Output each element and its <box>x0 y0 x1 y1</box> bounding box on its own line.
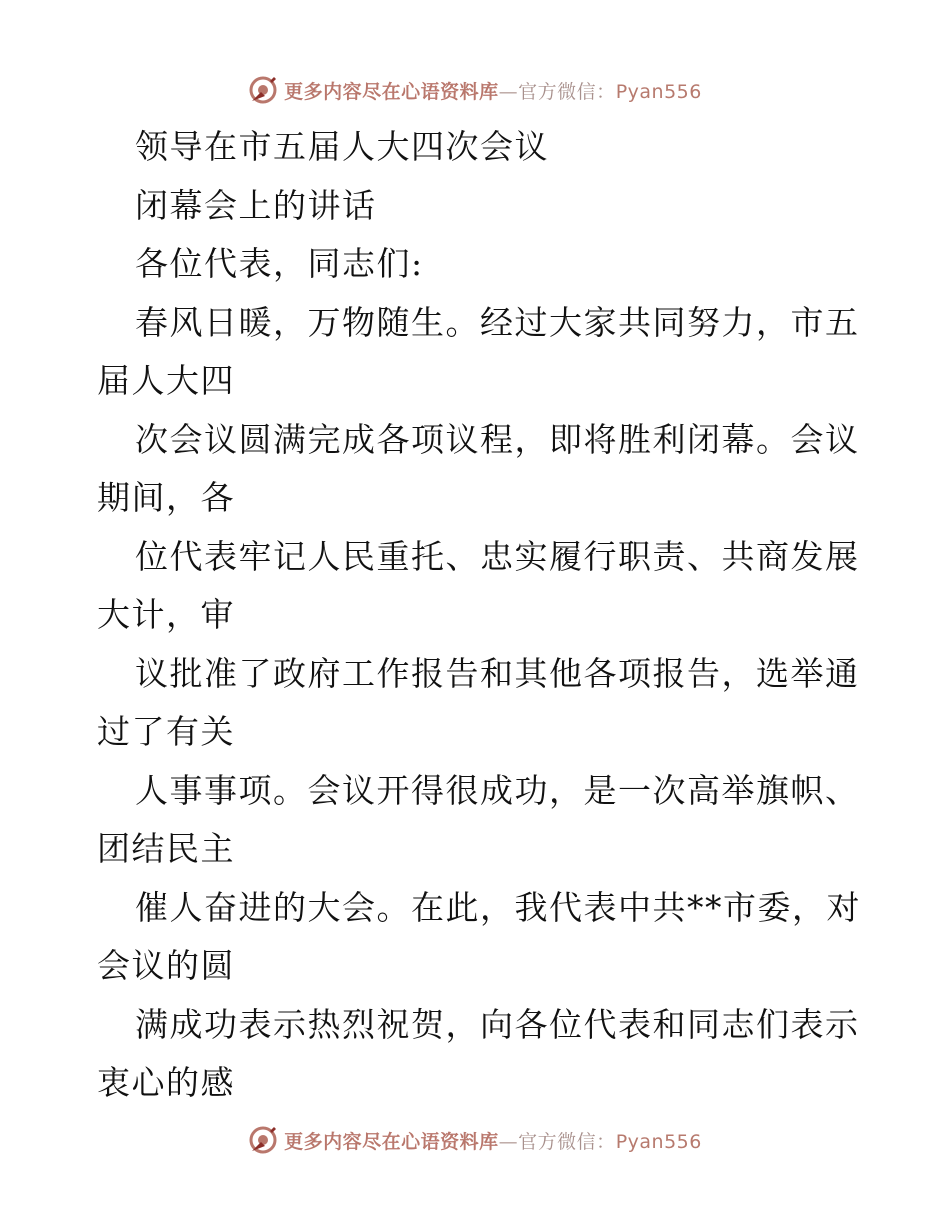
doc-line: 位代表牢记人民重托、忠实履行职责、共商发展 <box>135 536 860 576</box>
doc-line: 次会议圆满完成各项议程，即将胜利闭幕。会议 <box>135 419 860 459</box>
footer-watermark <box>0 1120 950 1160</box>
header-watermark <box>0 70 950 110</box>
doc-line: 团结民主 <box>97 829 235 868</box>
watermark-dash: — <box>498 1130 519 1153</box>
watermark-id: Pyan556 <box>615 80 702 103</box>
watermark-label: 官方微信： <box>518 1130 616 1153</box>
doc-title-line-1: 领导在市五届人大四次会议 <box>135 127 549 166</box>
watermark-dash: — <box>498 80 519 103</box>
doc-title-line-2: 闭幕会上的讲话 <box>135 185 377 225</box>
doc-line: 春风日暖，万物随生。经过大家共同努力，市五 <box>135 302 860 342</box>
doc-line: 期间，各 <box>97 478 235 517</box>
doc-line: 议批准了政府工作报告和其他各项报告，选举通 <box>135 653 860 693</box>
document-body <box>97 118 861 1113</box>
watermark-site-text: 更多内容尽在心语资料库 <box>284 80 499 103</box>
doc-line: 会议的圆 <box>97 946 235 985</box>
doc-salutation: 各位代表，同志们: <box>135 244 424 283</box>
doc-line: 衷心的感 <box>97 1063 235 1102</box>
watermark-id: Pyan556 <box>615 1130 702 1153</box>
logo-icon <box>248 1125 278 1155</box>
watermark-site-text: 更多内容尽在心语资料库 <box>284 1130 499 1153</box>
watermark-label: 官方微信： <box>518 80 616 103</box>
watermark-text <box>284 77 702 104</box>
doc-line: 人事事项。会议开得很成功，是一次高举旗帜、 <box>135 770 860 810</box>
doc-line: 满成功表示热烈祝贺，向各位代表和同志们表示 <box>135 1004 860 1044</box>
doc-line: 大计，审 <box>97 595 235 634</box>
watermark-text <box>284 1127 702 1154</box>
logo-icon <box>248 75 278 105</box>
doc-line: 催人奋进的大会。在此，我代表中共**市委，对 <box>135 887 861 927</box>
doc-line: 届人大四 <box>97 361 235 400</box>
doc-line: 过了有关 <box>97 712 235 751</box>
